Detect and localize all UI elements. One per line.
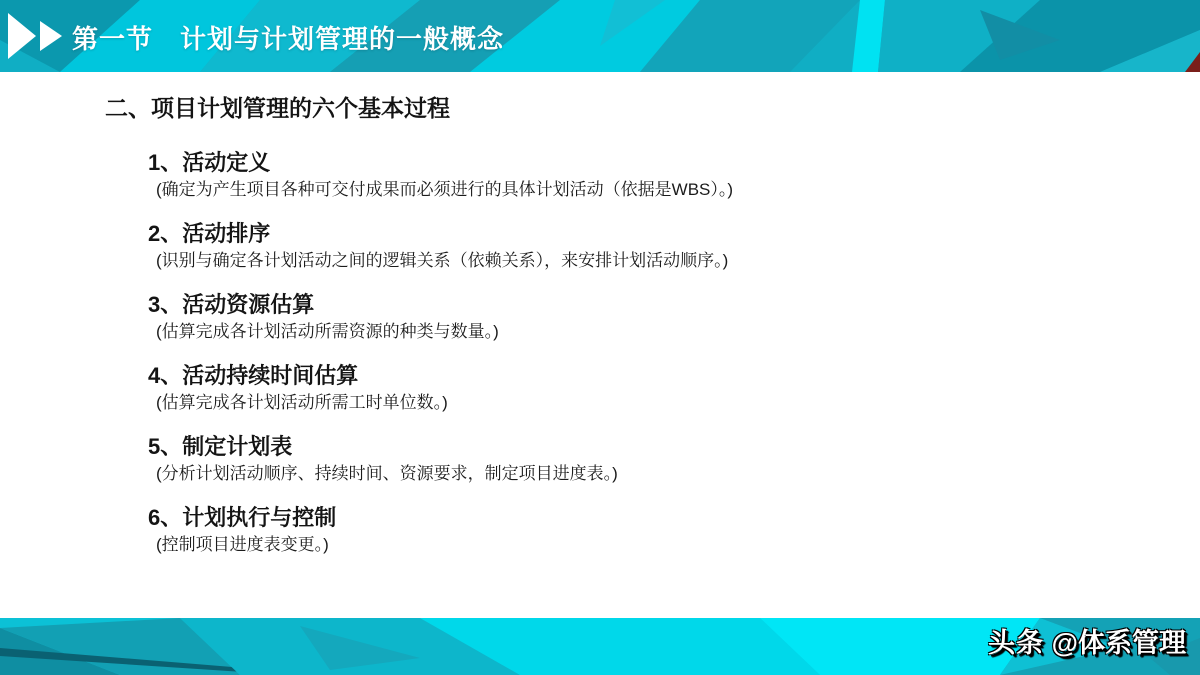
process-item bbox=[148, 361, 1200, 415]
slide-footer bbox=[0, 618, 1200, 675]
process-item-desc: (识别与确定各计划活动之间的逻辑关系（依赖关系），来安排计划活动顺序。) bbox=[156, 251, 729, 270]
slide-content bbox=[0, 72, 1200, 618]
process-item-desc: (控制项目进度表变更。) bbox=[156, 535, 329, 554]
process-item-title: 2、活动排序 bbox=[148, 221, 271, 246]
watermark bbox=[988, 626, 1186, 660]
section-title: 第一节 计划与计划管理的一般概念 bbox=[72, 23, 505, 54]
header-inner bbox=[0, 0, 1200, 72]
process-item bbox=[148, 148, 1200, 202]
process-item bbox=[148, 503, 1200, 557]
watermark-brand: 头条 bbox=[988, 628, 1045, 658]
process-item-title: 1、活动定义 bbox=[148, 150, 271, 175]
slide-header bbox=[0, 0, 1200, 72]
process-item bbox=[148, 219, 1200, 273]
content-heading: 二、项目计划管理的六个基本过程 bbox=[105, 95, 450, 121]
process-item-desc: (确定为产生项目各种可交付成果而必须进行的具体计划活动（依据是WBS）。) bbox=[156, 180, 734, 199]
process-item-title: 5、制定计划表 bbox=[148, 434, 293, 459]
process-item-desc: (分析计划活动顺序、持续时间、资源要求，制定项目进度表。) bbox=[156, 464, 618, 483]
process-item-desc: (估算完成各计划活动所需资源的种类与数量。) bbox=[156, 322, 499, 341]
process-list bbox=[148, 148, 1200, 557]
process-item bbox=[148, 432, 1200, 486]
process-item bbox=[148, 290, 1200, 344]
process-item-title: 6、计划执行与控制 bbox=[148, 505, 337, 530]
process-item-desc: (估算完成各计划活动所需工时单位数。) bbox=[156, 393, 448, 412]
process-item-title: 3、活动资源估算 bbox=[148, 292, 315, 317]
watermark-separator bbox=[1044, 628, 1052, 658]
double-right-triangles-icon bbox=[6, 10, 64, 62]
process-item-title: 4、活动持续时间估算 bbox=[148, 363, 359, 388]
watermark-handle: @体系管理 bbox=[1051, 628, 1186, 658]
